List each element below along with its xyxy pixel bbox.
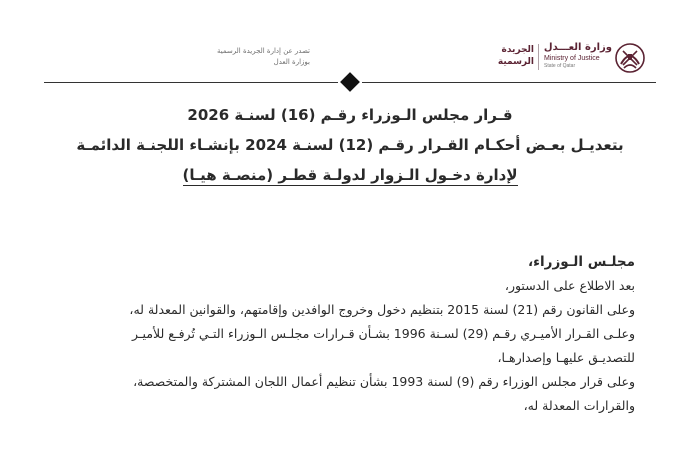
gazette-line-1: الجريدة [501,45,534,55]
ministry-name-arabic: وزارة العـــدل [543,42,612,53]
header-separator [538,44,539,70]
body-line-4: للتصديـق عليهـا وإصدارهـا، [497,350,635,365]
qatar-emblem-icon [614,42,646,74]
state-name-english: State of Qatar [544,63,576,69]
decision-title [60,100,640,190]
body-heading: مجلـس الـوزراء، [528,254,635,270]
gazette-logo-text [478,44,534,68]
ministry-name-english: Ministry of Justice [544,55,600,62]
ministry-logo-text [544,42,612,70]
body-line-2: وعلى القانون رقم (21) لسنة 2015 بتنظيم دخول وخروج الوافدين وإقامتهم، والقوانين المعدلة له، [129,302,635,317]
title-line-3: لإدارة دخـول الـزوار لدولـة قطـر (منصـة هيـا) [182,166,518,184]
body-line-1: بعد الاطلاع على الدستور، [504,278,635,293]
title-line-2: بتعديـل بعـض أحكـام القـرار رقـم (12) لسنـة 2024 بإنشـاء اللجنـة الدائمـة [76,136,624,154]
body-line-6: والقرارات المعدلة له، [523,398,635,413]
body-line-3: وعلـى القـرار الأميـري رقـم (29) لسـنة 1996 بشـأن قـرارات مجلـس الـوزراء التـي تُرفـع للأميـر [131,326,635,341]
publisher-note [150,46,310,68]
title-line-1: قـرار مجلس الـوزراء رقـم (16) لسنـة 2026 [187,106,513,124]
publisher-line-1: تصدر عن إدارة الجريدة الرسمية [217,47,310,55]
header-divider-right [362,82,656,83]
body-line-5: وعلى قرار مجلس الوزراء رقم (9) لسنة 1993 بشأن تنظيم أعمال اللجان المشتركة والمتخصصة، [133,374,635,389]
gazette-line-2: الرسمية [497,57,534,67]
publisher-line-2: بوزارة العدل [273,58,310,66]
title-line-3-wrapper [60,160,640,190]
decision-body [70,250,635,418]
header-divider-left [44,82,338,83]
